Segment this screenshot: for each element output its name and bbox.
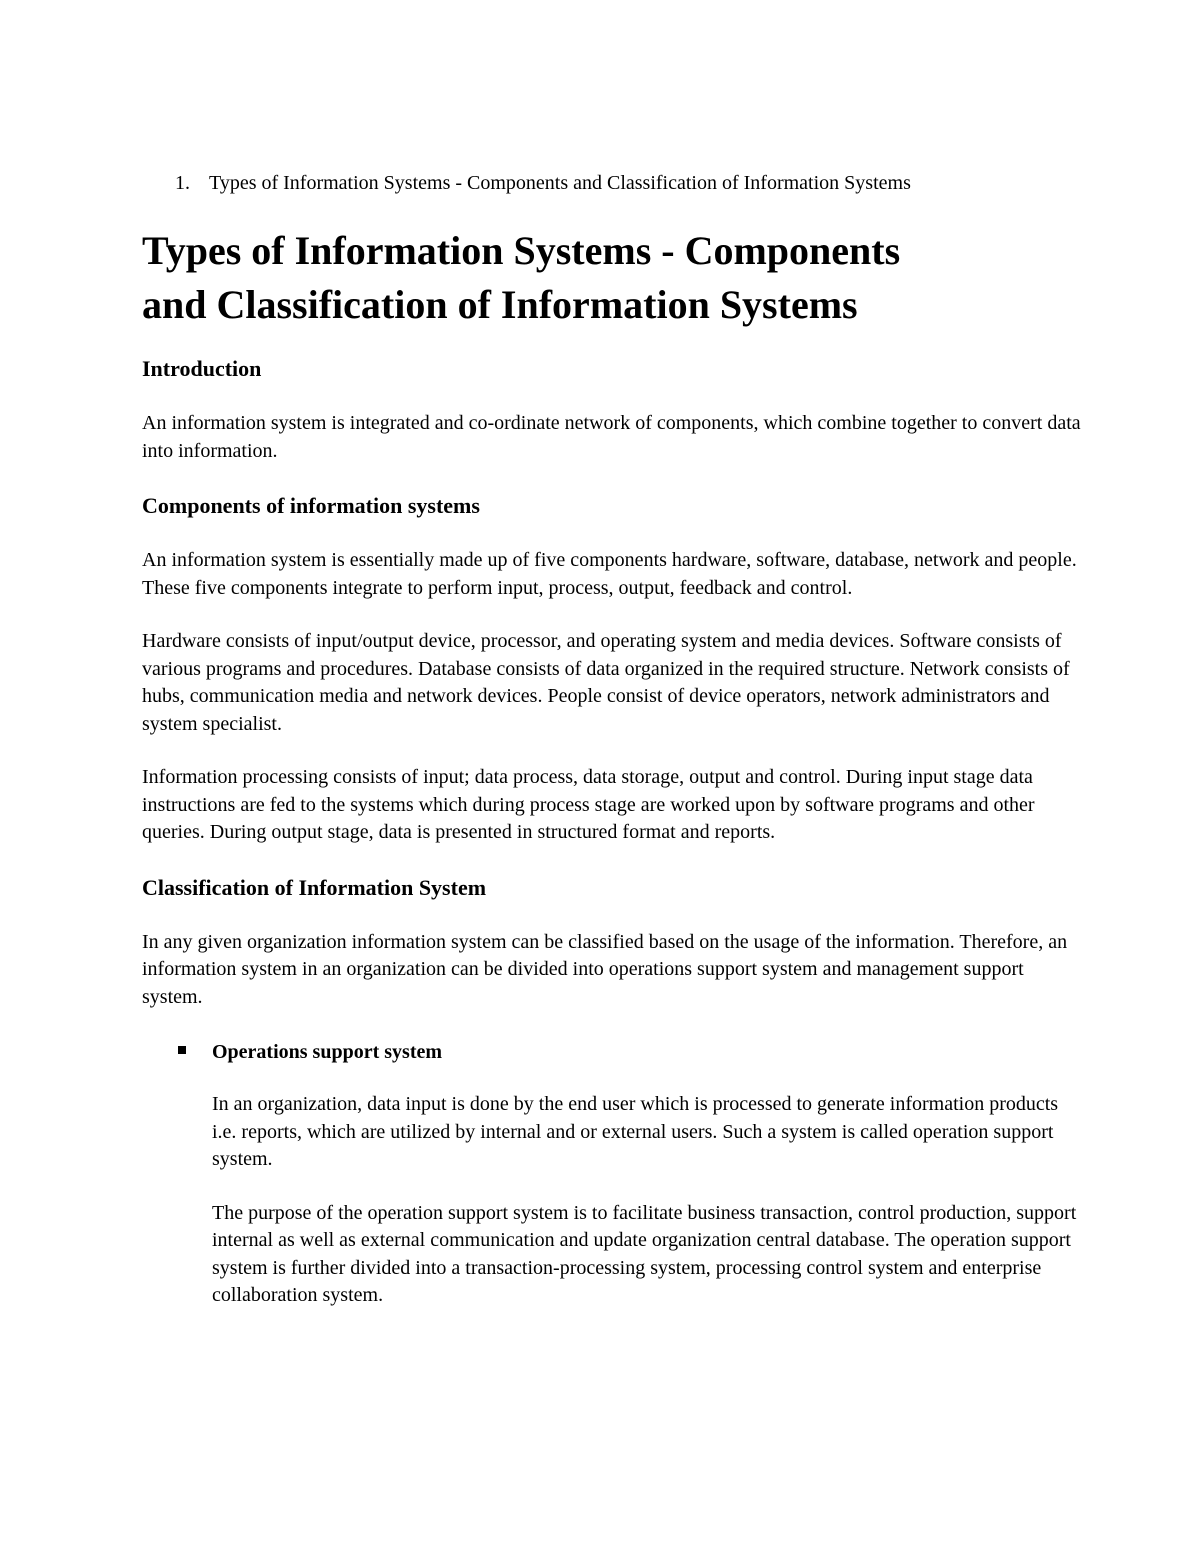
operations-support-paragraph-1: In an organization, data input is done by the end user which is processed to generate information products i.e. reports, which are utilized by internal and or external users. Such a system is called operation support system. (212, 1093, 1059, 1170)
operations-support-paragraph-2: The purpose of the operation support system is to facilitate business transaction, control production, support internal as well as external communication and update organization central database. The operation support system is further divided into a transaction-processing system, processing control system and enterprise collaboration system. (212, 1201, 1077, 1306)
toc-text: Types of Information Systems - Components and Classification of Information Systems (209, 172, 911, 194)
title-line-1: Types of Information Systems - Components (142, 228, 901, 273)
components-heading: Components of information systems (142, 493, 480, 518)
operations-support-heading: Operations support system (212, 1041, 443, 1063)
introduction-paragraph: An information system is integrated and co-ordinate network of components, which combine together to convert data into information. (142, 412, 1081, 462)
page-title (142, 224, 1082, 332)
introduction-heading: Introduction (142, 356, 262, 381)
document-page (142, 168, 1082, 1336)
toc-entry[interactable] (175, 168, 1082, 198)
components-paragraph-3: Information processing consists of input; data process, data storage, output and control. During input stage data instructions are fed to the systems which during process stage are worked upon by software programs and other queries. During output stage, data is presented in structured format and reports. (142, 766, 1035, 843)
components-paragraph-2: Hardware consists of input/output device, processor, and operating system and media devices. Software consists of various programs and procedures. Database consists of data organized in the required structure. Network consists of hubs, communication media and network devices. People consist of device operators, network administrators and system specialist. (142, 630, 1070, 735)
classification-heading: Classification of Information System (142, 874, 487, 900)
list-item-operations-support (142, 1037, 1082, 1310)
toc-number: 1. (175, 172, 190, 194)
square-bullet-icon (178, 1046, 186, 1054)
components-paragraph-1: An information system is essentially made up of five components hardware, software, database, network and people. These five components integrate to perform input, process, output, feedback and control. (142, 549, 1077, 599)
classification-paragraph: In any given organization information system can be classified based on the usage of the information. Therefore, an information system in an organization can be divided into operations support system and management support system. (142, 930, 1068, 1008)
title-line-2: and Classification of Information Systems (142, 282, 858, 327)
